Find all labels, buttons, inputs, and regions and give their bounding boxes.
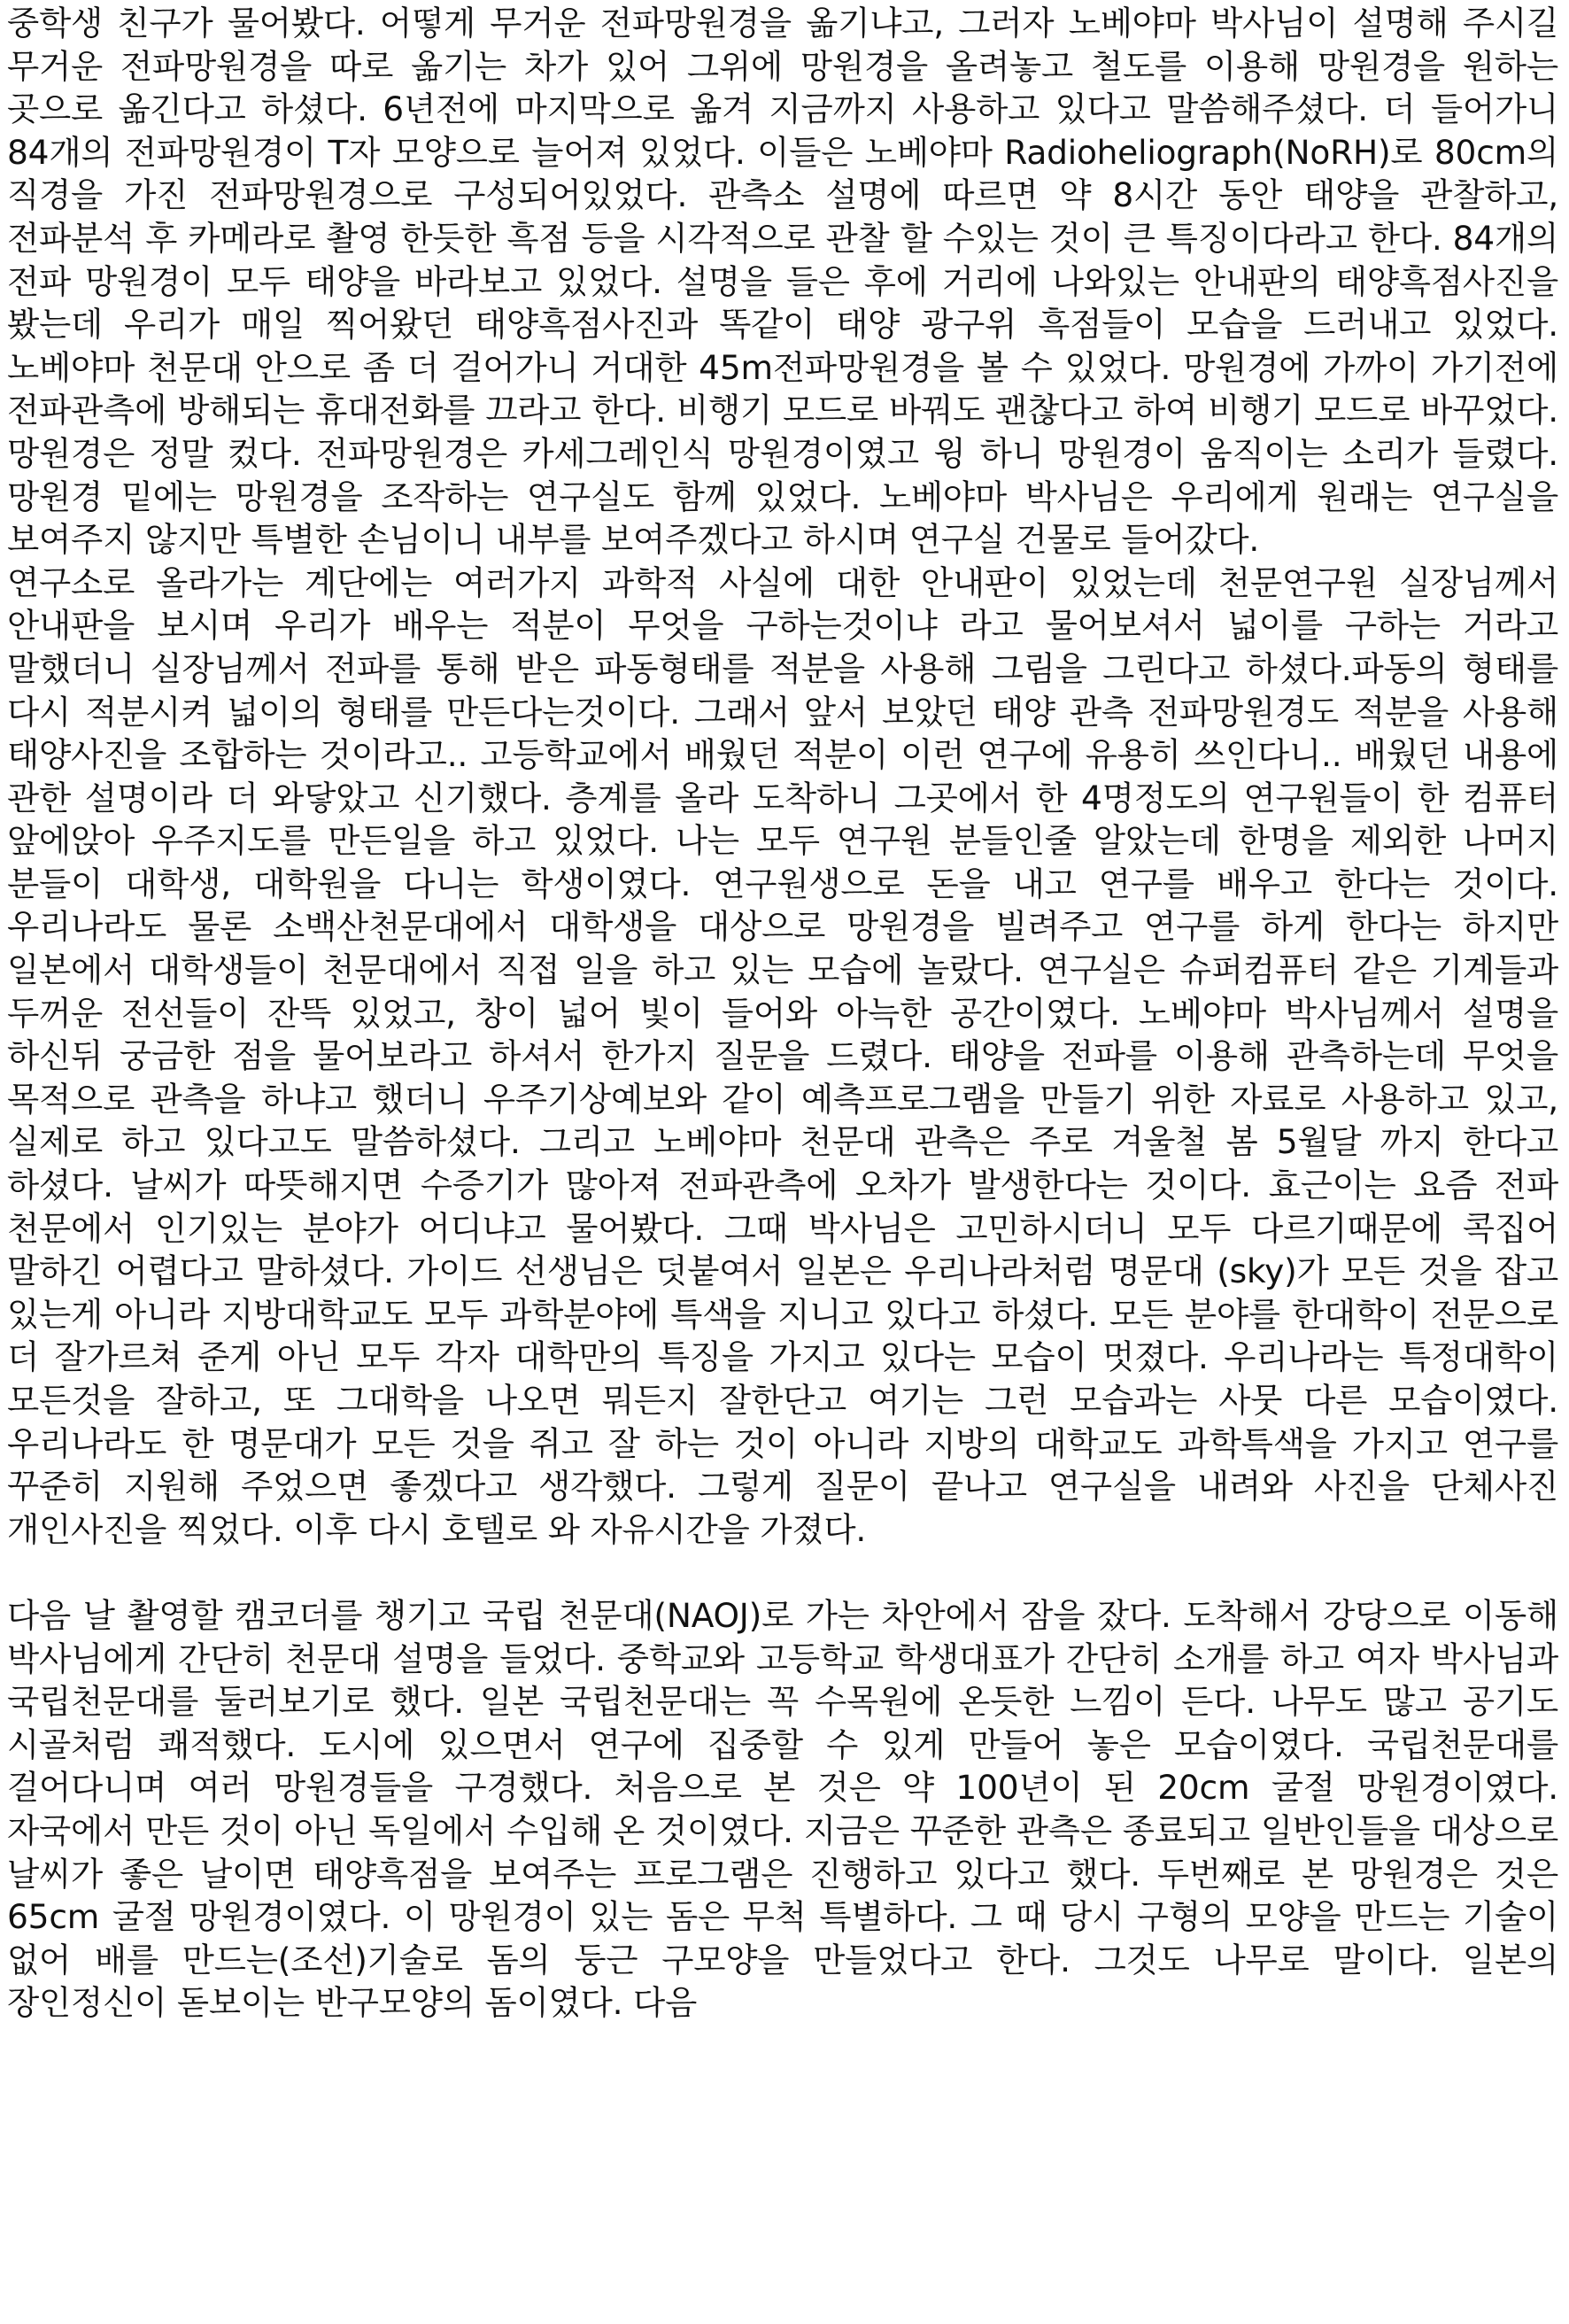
paragraph-nobeyama-radioheliograph: 중학생 친구가 물어봤다. 어떻게 무거운 전파망원경을 옮기냐고, 그러자 노베야마 박사님이 설명해 주시길 무거운 전파망원경을 따로 옮기는 차가 있어 그위에 망원경을 올려놓고 철도를 이용해 망원경을 원하는 곳으로 옮긴다고 하셨다. 6년전에 마지막으로 옮겨 지금까지 사용하고 있다고 말씀해주셨다. 더 들어가니 84개의 전파망원경이 T자 모양으로 늘어져 있었다. 이들은 노베야마 Radioheliograph(NoRH)로 80cm의 직경을 가진 전파망원경으로 구성되어있었다. 관측소 설명에 따르면 약 8시간 동안 태양을 관찰하고, 전파분석 후 카메라로 촬영 한듯한 흑점 등을 시각적으로 관찰 할 수있는 것이 큰 특징이다라고 한다. 84개의 전파 망원경이 모두 태양을 바라보고 있었다. 설명을 들은 후에 거리에 나와있는 안내판의 태양흑점사진을 봤는데 우리가 매일 찍어왔던 태양흑점사진과 똑같이 태양 광구위 흑점들이 모습을 드러내고 있었다. 노베야마 천문대 안으로 좀 더 걸어가니 거대한 45m전파망원경을 볼 수 있었다. 망원경에 가까이 가기전에 전파관측에 방해되는 휴대전화를 끄라고 한다. 비행기 모드로 바꿔도 괜찮다고 하여 비행기 모드로 바꾸었다. 망원경은 정말 컸다. 전파망원경은 카세그레인식 망원경이였고 윙 하니 망원경이 움직이는 소리가 들렸다. 망원경 밑에는 망원경을 조작하는 연구실도 함께 있었다. 노베야마 박사님은 우리에게 원래는 연구실을 보여주지 않지만 특별한 손님이니 내부를 보여주겠다고 하시며 연구실 건물로 들어갔다. [7, 4, 1558, 560]
paragraph-research-lab-visit: 연구소로 올라가는 계단에는 여러가지 과학적 사실에 대한 안내판이 있었는데 천문연구원 실장님께서 안내판을 보시며 우리가 배우는 적분이 무엇을 구하는것이냐 라고 물어보셔서 넓이를 구하는 거라고 말했더니 실장님께서 전파를 통해 받은 파동형태를 적분을 사용해 그림을 그린다고 하셨다.파동의 형태를 다시 적분시켜 넓이의 형태를 만든다는것이다. 그래서 앞서 보았던 태양 관측 전파망원경도 적분을 사용해 태양사진을 조합하는 것이라고.. 고등학교에서 배웠던 적분이 이런 연구에 유용히 쓰인다니.. 배웠던 내용에 관한 설명이라 더 와닿았고 신기했다. 층계를 올라 도착하니 그곳에서 한 4명정도의 연구원들이 한 컴퓨터 앞에앉아 우주지도를 만든일을 하고 있었다. 나는 모두 연구원 분들인줄 알았는데 한명을 제외한 나머지 분들이 대학생, 대학원을 다니는 학생이였다. 연구원생으로 돈을 내고 연구를 배우고 한다는 것이다. 우리나라도 물론 소백산천문대에서 대학생을 대상으로 망원경을 빌려주고 연구를 하게 한다는 하지만 일본에서 대학생들이 천문대에서 직접 일을 하고 있는 모습에 놀랐다. 연구실은 슈퍼컴퓨터 같은 기계들과 두꺼운 전선들이 잔뜩 있었고, 창이 넓어 빛이 들어와 아늑한 공간이였다. 노베야마 박사님께서 설명을 하신뒤 궁금한 점을 물어보라고 하셔서 한가지 질문을 드렸다. 태양을 전파를 이용해 관측하는데 무엇을 목적으로 관측을 하냐고 했더니 우주기상예보와 같이 예측프로그램을 만들기 위한 자료로 사용하고 있고, 실제로 하고 있다고도 말씀하셨다. 그리고 노베야마 천문대 관측은 주로 겨울철 봄 5월달 까지 한다고 하셨다. 날씨가 따뜻해지면 수증기가 많아져 전파관측에 오차가 발생한다는 것이다. 효근이는 요즘 전파 천문에서 인기있는 분야가 어디냐고 물어봤다. 그때 박사님은 고민하시더니 모두 다르기때문에 콕집어 말하긴 어렵다고 말하셨다. 가이드 선생님은 덧붙여서 일본은 우리나라처럼 명문대 (sky)가 모든 것을 잡고 있는게 아니라 지방대학교도 모두 과학분야에 특색을 지니고 있다고 하셨다. 모든 분야를 한대학이 전문으로 더 잘가르쳐 준게 아닌 모두 각자 대학만의 특징을 가지고 있다는 모습이 멋졌다. 우리나라는 특정대학이 모든것을 잘하고, 또 그대학을 나오면 뭐든지 잘한단고 여기는 그런 모습과는 사뭇 다른 모습이였다.우리나라도 한 명문대가 모든 것을 쥐고 잘 하는 것이 아니라 지방의 대학교도 과학특색을 가지고 연구를 꾸준히 지원해 주었으면 좋겠다고 생각했다. 그렇게 질문이 끝나고 연구실을 내려와 사진을 단체사진 개인사진을 찍었다. 이후 다시 호텔로 와 자유시간을 가졌다. [7, 562, 1558, 1549]
paragraph-naoj-visit: 다음 날 촬영할 캠코더를 챙기고 국립 천문대(NAOJ)로 가는 차안에서 잠을 잤다. 도착해서 강당으로 이동해 박사님에게 간단히 천문대 설명을 들었다. 중학교와 고등학교 학생대표가 간단히 소개를 하고 여자 박사님과 국립천문대를 둘러보기로 했다. 일본 국립천문대는 꼭 수목원에 온듯한 느낌이 든다. 나무도 많고 공기도 시골처럼 쾌적했다. 도시에 있으면서 연구에 집중할 수 있게 만들어 놓은 모습이였다. 국립천문대를 걸어다니며 여러 망원경들을 구경했다. 처음으로 본 것은 약 100년이 된 20cm 굴절 망원경이였다. 자국에서 만든 것이 아닌 독일에서 수입해 온 것이였다. 지금은 꾸준한 관측은 종료되고 일반인들을 대상으로 날씨가 좋은 날이면 태양흑점을 보여주는 프로그램은 진행하고 있다고 했다. 두번째로 본 망원경은 것은 65cm 굴절 망원경이였다. 이 망원경이 있는 돔은 무척 특별하다. 그 때 당시 구형의 모양을 만드는 기술이 없어 배를 만드는(조선)기술로 돔의 둥근 구모양을 만들었다고 한다. 그것도 나무로 말이다. 일본의 장인정신이 돋보이는 반구모양의 돔이였다. 다음 [7, 1595, 1558, 2023]
document-page [7, 0, 1558, 2025]
paragraph-spacer [7, 1551, 1558, 1594]
